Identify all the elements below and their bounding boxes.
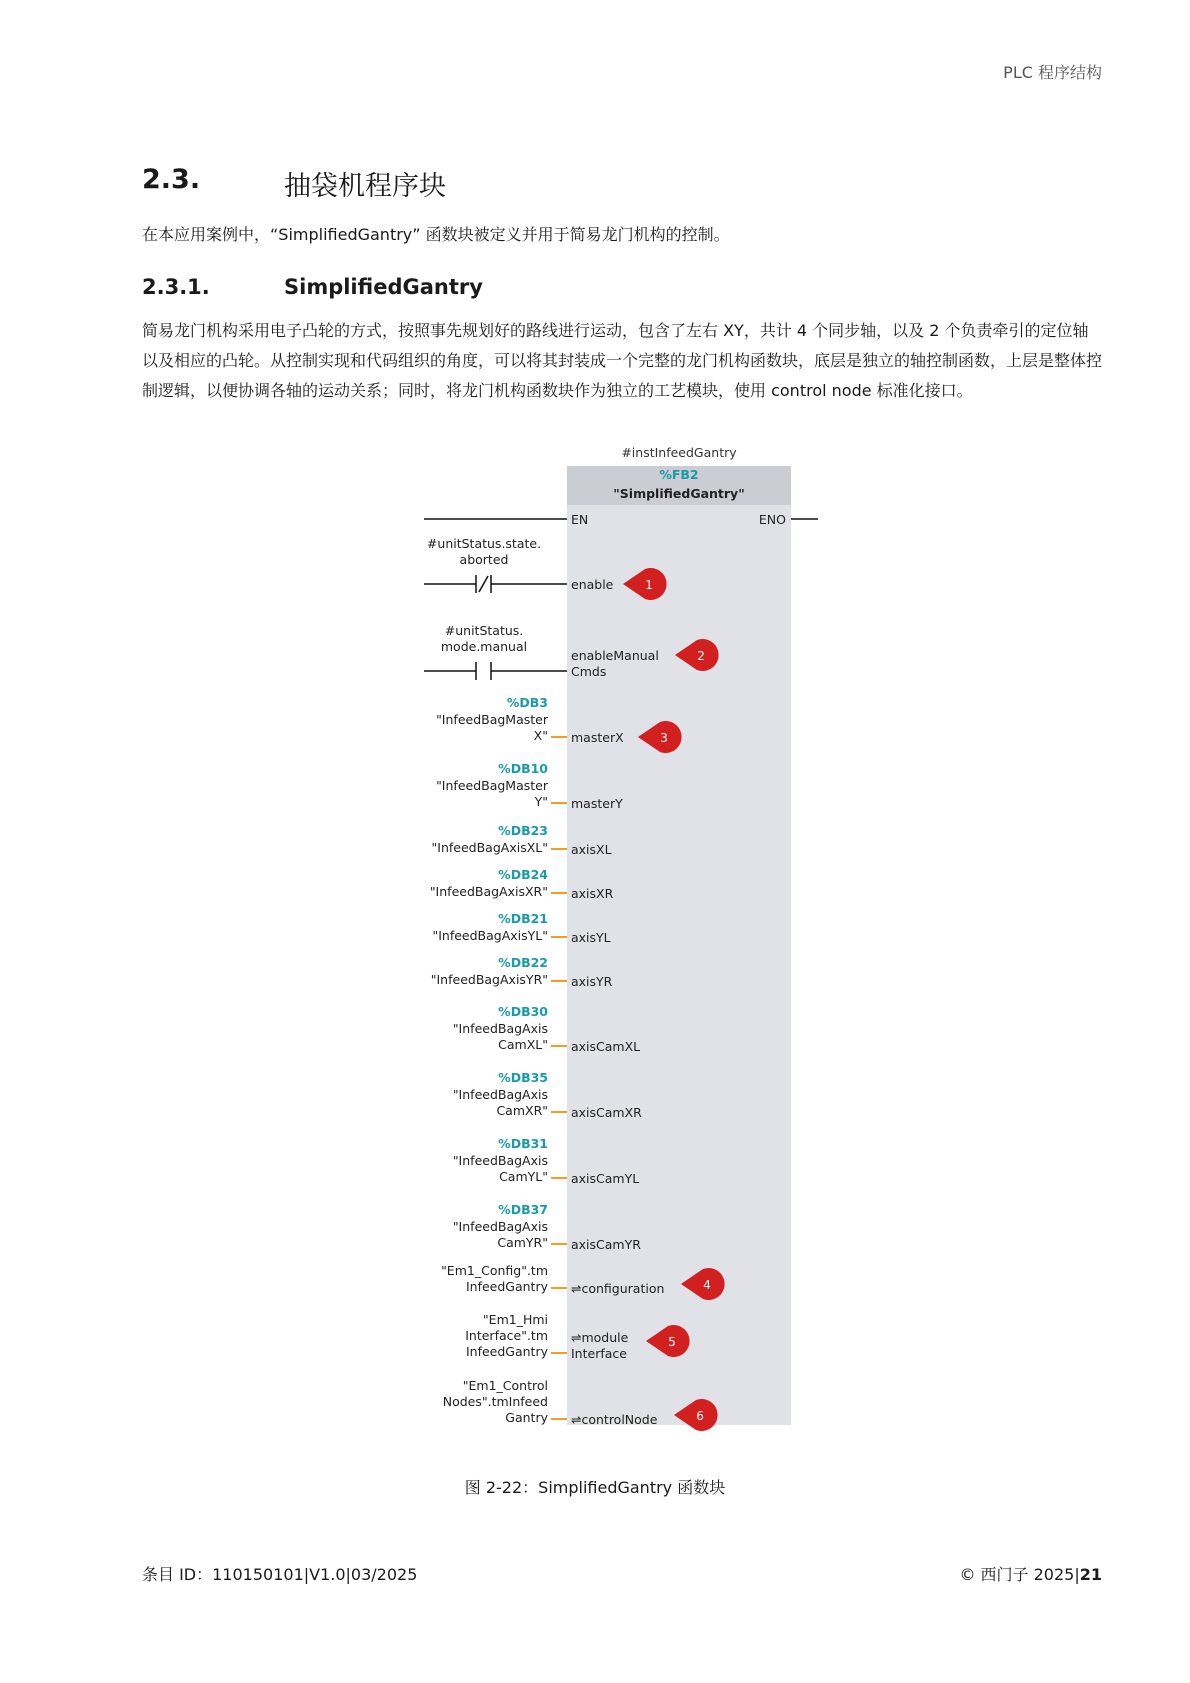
param-label: "InfeedBagAxis [452, 1087, 548, 1102]
contact-aborted-label-1: #unitStatus.state. [426, 536, 542, 551]
param-label: "InfeedBagAxis [452, 1219, 548, 1234]
param-label: CamYL" [499, 1169, 548, 1184]
param-db: %DB21 [498, 911, 548, 926]
pin-axis-cam-yr: axisCamYR [571, 1237, 641, 1252]
param-label: "Em1_Control [462, 1378, 548, 1393]
pin-enable-manual-1: enableManual [571, 648, 659, 663]
param-label: "InfeedBagMaster [436, 778, 548, 793]
param-label: X" [533, 728, 548, 743]
contact-manual-label-2: mode.manual [440, 639, 528, 654]
block-number: %FB2 [659, 467, 699, 482]
param-db: %DB22 [498, 955, 548, 970]
param-label: "InfeedBagAxis [452, 1021, 548, 1036]
param-db: %DB23 [498, 823, 548, 838]
pin-master-y: masterY [571, 796, 623, 811]
param-label: "Em1_Config".tm [441, 1263, 548, 1278]
pin-axis-xl: axisXL [571, 842, 612, 857]
pin-eno: ENO [758, 512, 786, 527]
svg-text:4: 4 [703, 1278, 711, 1292]
param-label: Y" [534, 794, 548, 809]
param-db: %DB35 [498, 1070, 548, 1085]
section-title: 抽袋机程序块 [284, 171, 446, 202]
param-db: %DB3 [506, 695, 548, 710]
param-db: %DB10 [498, 761, 548, 776]
body-paragraph: 简易龙门机构采用电子凸轮的方式，按照事先规划好的路线进行运动，包含了左右 XY，共计 4 个同步轴，以及 2 个负责牵引的定位轴以及相应的凸轮。从控制实现和代码组织的角度，可以将其封装成一个完整的龙门机构函数块，底层是独立的轴控制函数，上层是整体控制逻辑，以便协调各轴的运动关系；同时，将龙门机构函数块作为独立的工艺模块，使用 control node 标准化接口。 [142, 321, 1103, 400]
param-db: %DB24 [498, 867, 548, 882]
param-label: "InfeedBagMaster [436, 712, 548, 727]
subsection-title: SimplifiedGantry [284, 275, 483, 299]
pin-configuration: ⇌configuration [571, 1281, 665, 1296]
pin-axis-xr: axisXR [571, 886, 614, 901]
pin-axis-yr: axisYR [571, 974, 613, 989]
param-label: "InfeedBagAxisYL" [432, 928, 548, 943]
page-number: 21 [1079, 1565, 1102, 1584]
footer-entry-id: 条目 ID：110150101|V1.0|03/2025 [142, 1565, 418, 1584]
intro-paragraph: 在本应用案例中，“SimplifiedGantry” 函数块被定义并用于简易龙门机构的控制。 [142, 225, 730, 244]
instance-name: #instInfeedGantry [621, 445, 737, 460]
subsection-number: 2.3.1. [142, 275, 210, 299]
pin-axis-cam-xl: axisCamXL [571, 1039, 641, 1054]
footer-copyright [959, 1562, 1102, 1585]
footer-copyright-text: © 西门子 2025| [959, 1565, 1080, 1584]
svg-text:5: 5 [668, 1335, 676, 1349]
param-label: "InfeedBagAxisYR" [430, 972, 548, 987]
figure-caption: 图 2-22：SimplifiedGantry 函数块 [464, 1478, 726, 1497]
param-label: CamXL" [498, 1037, 548, 1052]
param-label: Gantry [505, 1410, 548, 1425]
normally-open-contact [424, 662, 567, 680]
param-label: "InfeedBagAxisXL" [431, 840, 548, 855]
pin-enable-manual-2: Cmds [571, 664, 607, 679]
param-label: CamYR" [497, 1235, 548, 1250]
contact-manual-label-1: #unitStatus. [444, 623, 524, 638]
param-label: InfeedGantry [465, 1344, 548, 1359]
pin-enable: enable [571, 577, 614, 592]
param-label: Interface".tm [465, 1328, 548, 1343]
pin-en: EN [571, 512, 589, 527]
running-header: PLC 程序结构 [1003, 63, 1102, 82]
pin-axis-yl: axisYL [571, 930, 611, 945]
pin-axis-cam-yl: axisCamYL [571, 1171, 640, 1186]
svg-text:6: 6 [696, 1409, 704, 1423]
svg-text:2: 2 [697, 649, 705, 663]
param-label: InfeedGantry [465, 1279, 548, 1294]
param-label: "InfeedBagAxis [452, 1153, 548, 1168]
pin-control-node: ⇌controlNode [571, 1412, 658, 1427]
param-label: "Em1_Hmi [482, 1312, 548, 1327]
pin-master-x: masterX [571, 730, 624, 745]
block-name: "SimplifiedGantry" [613, 486, 745, 501]
param-db: %DB37 [498, 1202, 548, 1217]
svg-text:1: 1 [645, 578, 653, 592]
svg-text:3: 3 [660, 731, 668, 745]
param-label: CamXR" [496, 1103, 548, 1118]
normally-closed-contact [424, 575, 567, 593]
param-db: %DB30 [498, 1004, 548, 1019]
pin-module-interface-2: Interface [571, 1346, 627, 1361]
pin-axis-cam-xr: axisCamXR [571, 1105, 642, 1120]
param-label: Nodes".tmInfeed [442, 1394, 548, 1409]
param-db: %DB31 [498, 1136, 548, 1151]
pin-module-interface-1: ⇌module [571, 1330, 629, 1345]
contact-aborted-label-2: aborted [459, 552, 509, 567]
param-label: "InfeedBagAxisXR" [429, 884, 548, 899]
section-number: 2.3. [142, 164, 201, 195]
